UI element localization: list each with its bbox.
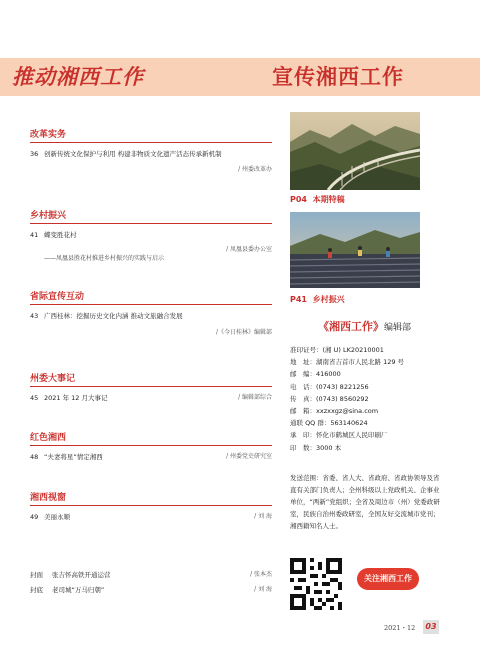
banner-title-right: 宣传湘西工作 xyxy=(272,64,404,89)
distribution-scope: 发送范围：省委、省人大、省政府、省政协领导及省直有关部门负责人；全州科级以上党政机关、企事业单位，“两新”党组织；全省及周边市（州）党委政研室，民族自治州委政研室，全国友好交流城市党刊；湘西籍知名人士。 xyxy=(290,474,440,530)
toc-entry[interactable] xyxy=(30,512,272,522)
entry-page-number: 41 xyxy=(30,231,39,239)
info-line: 邮 箱：xxzxxgz@sina.com xyxy=(290,407,379,416)
cover-credit-front xyxy=(30,570,272,580)
editorial-masthead xyxy=(318,318,411,334)
entry-page-number: 43 xyxy=(30,312,39,320)
header-banner xyxy=(0,58,480,96)
toc-entry[interactable] xyxy=(30,393,272,403)
cover-title: 老司城“万马归朝” xyxy=(52,586,105,594)
entry-title: 2021 年 12 月大事记 xyxy=(44,394,108,402)
entry-byline: / 州委改革办 xyxy=(238,166,272,173)
entry-byline: / 刘 海 xyxy=(254,513,272,520)
caption-title: 本期特稿 xyxy=(312,195,345,204)
section-title: 州委大事记 xyxy=(30,374,76,384)
entry-byline: /《今日桂林》编辑部 xyxy=(215,329,272,336)
info-line: 通联 QQ 群：563140624 xyxy=(290,419,368,428)
entry-page-number: 45 xyxy=(30,394,39,402)
info-line: 邮 编：416000 xyxy=(290,370,341,379)
masthead-title: 《湘西工作》 xyxy=(318,320,384,333)
section-title: 乡村振兴 xyxy=(30,211,67,221)
info-line: 电 话：(0743) 8221256 xyxy=(290,382,369,391)
info-line: 准印证号：(湘 U) LK20210001 xyxy=(290,346,384,354)
section-title: 改革实务 xyxy=(30,130,67,140)
caption-page: P41 xyxy=(290,295,307,304)
page-number: 03 xyxy=(423,620,439,634)
qr-code-icon[interactable] xyxy=(290,558,342,610)
toc-section-rural xyxy=(30,209,272,262)
entry-subtitle-row xyxy=(30,245,272,262)
entry-page-number: 48 xyxy=(30,453,39,461)
entry-page-number: 36 xyxy=(30,150,39,158)
masthead-tail: 编辑部 xyxy=(384,323,412,333)
issue-date: 2021・12 xyxy=(384,624,416,632)
entry-byline: / 凤凰县委办公室 xyxy=(226,246,272,253)
toc-section-chronicle xyxy=(30,372,272,403)
section-divider xyxy=(30,445,272,446)
photo-caption-feature xyxy=(290,194,345,205)
viaduct-photo-image xyxy=(290,112,420,190)
publication-info xyxy=(290,344,440,454)
section-divider xyxy=(30,223,272,224)
section-title: 省际宣传互动 xyxy=(30,292,85,302)
qr-pattern xyxy=(290,558,342,610)
toc-entry[interactable] xyxy=(30,311,272,321)
entry-title: 蝶变胜花村 xyxy=(44,231,77,239)
info-line: 印 数：3000 本 xyxy=(290,443,342,452)
cover-label: 封面 xyxy=(30,571,43,579)
feature-photo-viaduct[interactable] xyxy=(290,112,420,190)
entry-byline: / 编辑部综合 xyxy=(238,394,272,401)
cover-credit-back xyxy=(30,585,272,595)
section-title: 红色湘西 xyxy=(30,433,67,443)
toc-entry[interactable] xyxy=(30,452,272,462)
info-line: 地 址：湖南省吉首市人民北路 129 号 xyxy=(290,358,405,367)
entry-title: 广西桂林：挖掘历史文化内涵 推动文旅融合发展 xyxy=(44,312,183,320)
cover-byline: / 张本杰 xyxy=(250,571,272,578)
info-line: 承 印：怀化市鹤城区人民印刷厂 xyxy=(290,431,388,440)
section-divider xyxy=(30,505,272,506)
photo-caption-rural xyxy=(290,294,345,305)
entry-subtitle: ——凤凰县胜花村推进乡村振兴的实践与启示 xyxy=(44,255,165,262)
caption-page: P04 xyxy=(290,195,307,204)
toc-section-window xyxy=(30,491,272,522)
section-divider xyxy=(30,304,272,305)
section-divider xyxy=(30,142,272,143)
feature-photo-rural[interactable] xyxy=(290,212,420,288)
toc-entry[interactable] xyxy=(30,230,272,240)
cover-label: 封底 xyxy=(30,586,43,594)
section-divider xyxy=(30,386,272,387)
toc-section-interprovince xyxy=(30,290,272,338)
toc-section-reform xyxy=(30,128,272,175)
caption-title: 乡村振兴 xyxy=(312,295,345,304)
entry-title: “夫妻将星”情定湘西 xyxy=(44,453,103,461)
toc-entry[interactable] xyxy=(30,149,272,159)
rural-photo-image xyxy=(290,212,420,288)
entry-title: 美丽永顺 xyxy=(44,513,70,521)
follow-badge[interactable]: 关注湘西工作 xyxy=(357,568,419,590)
toc-section-red-history xyxy=(30,431,272,462)
banner-title-left: 推动湘西工作 xyxy=(12,64,144,89)
section-title: 湘西视窗 xyxy=(30,493,67,503)
cover-title: 张吉怀高铁开通运营 xyxy=(52,571,111,579)
entry-byline: / 州委党史研究室 xyxy=(226,453,272,460)
entry-title: 创新传统文化保护与利用 构建非物质文化遗产活态传承新机制 xyxy=(44,150,222,158)
entry-page-number: 49 xyxy=(30,513,39,521)
info-line: 传 真：(0743) 8560292 xyxy=(290,394,369,403)
cover-byline: / 刘 海 xyxy=(254,586,272,593)
